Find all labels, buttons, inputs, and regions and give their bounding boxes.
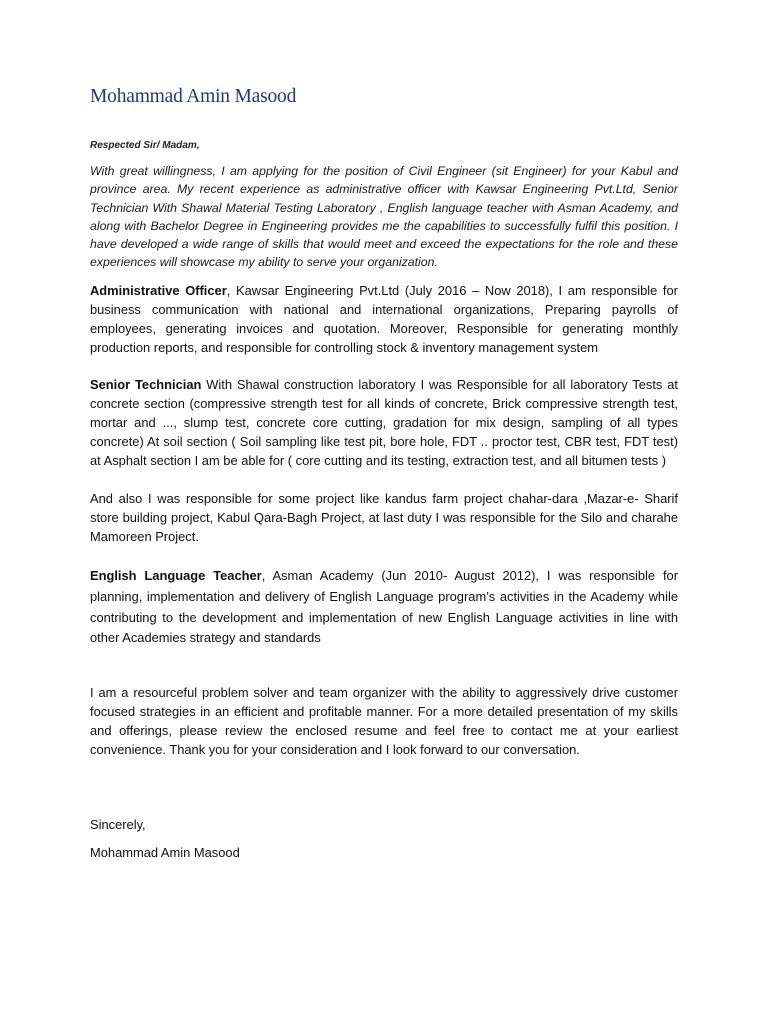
admin-officer-paragraph bbox=[90, 281, 678, 357]
projects-paragraph: And also I was responsible for some project like kandus farm project chahar-dara ,Mazar-e- Sharif store building project, Kabul Qara-Bagh Project, at last duty I was responsible for the Silo and charahe Mamoreen Project. bbox=[90, 491, 678, 545]
admin-officer-title: Administrative Officer bbox=[90, 283, 227, 298]
applicant-name-heading: Mohammad Amin Masood bbox=[90, 86, 297, 107]
signature-name: Mohammad Amin Masood bbox=[90, 845, 240, 860]
senior-technician-paragraph bbox=[90, 375, 678, 470]
salutation: Respected Sir/ Madam, bbox=[90, 140, 200, 151]
english-teacher-paragraph bbox=[90, 566, 678, 649]
closing-paragraph: I am a resourceful problem solver and team organizer with the ability to aggressively drive customer focused strategies in an efficient and profitable manner. For a more detailed presentation of my skills and offerings, please review the enclosed resume and feel free to contact me at your earliest convenience. Thank you for your consideration and I look forward to our conversation. bbox=[90, 685, 678, 758]
english-teacher-text: , Asman Academy (Jun 2010- August 2012), I was responsible for planning, implementation and delivery of English Language program’s activities in the Academy while contributing to the development and implementation of new English Language activities in line with other Academies strategy and standards bbox=[90, 568, 678, 646]
admin-officer-text: , Kawsar Engineering Pvt.Ltd (July 2016 – Now 2018), I am responsible for business communication with national and international organizations, Preparing payrolls of employees, generating invoices and quotation. Moreover, Responsible for generating monthly production reports, and responsible for controlling stock & inventory management system bbox=[90, 283, 678, 356]
senior-technician-text: With Shawal construction laboratory I was Responsible for all laboratory Tests at concrete section (compressive strength test for all kinds of concrete, Brick compressive strength test, mortar and ..., slump test, concrete core cutting, gradation for mix design, sampling of all types concrete) At soil section ( Soil sampling like test pit, bore hole, FDT .. proctor test, CBR test, FDT test) at Asphalt section I am be able for ( core cutting and its testing, extraction test, and all bitumen tests ) bbox=[90, 377, 678, 469]
sincerely-line: Sincerely, bbox=[90, 817, 146, 832]
english-teacher-title: English Language Teacher bbox=[90, 568, 262, 583]
intro-paragraph: With great willingness, I am applying for the position of Civil Engineer (sit Engineer) for your Kabul and province area. My recent experience as administrative officer with Kawsar Engineering Pvt.Ltd, Senior Technician With Shawal Material Testing Laboratory , English language teacher with Asman Academy, and along with Bachelor Degree in Engineering provides me the capabilities to successfully fulfil this position. I have developed a wide range of skills that would meet and exceed the expectations for the role and these experiences will showcase my ability to serve your organization. bbox=[90, 164, 678, 270]
senior-technician-title: Senior Technician bbox=[90, 377, 202, 392]
